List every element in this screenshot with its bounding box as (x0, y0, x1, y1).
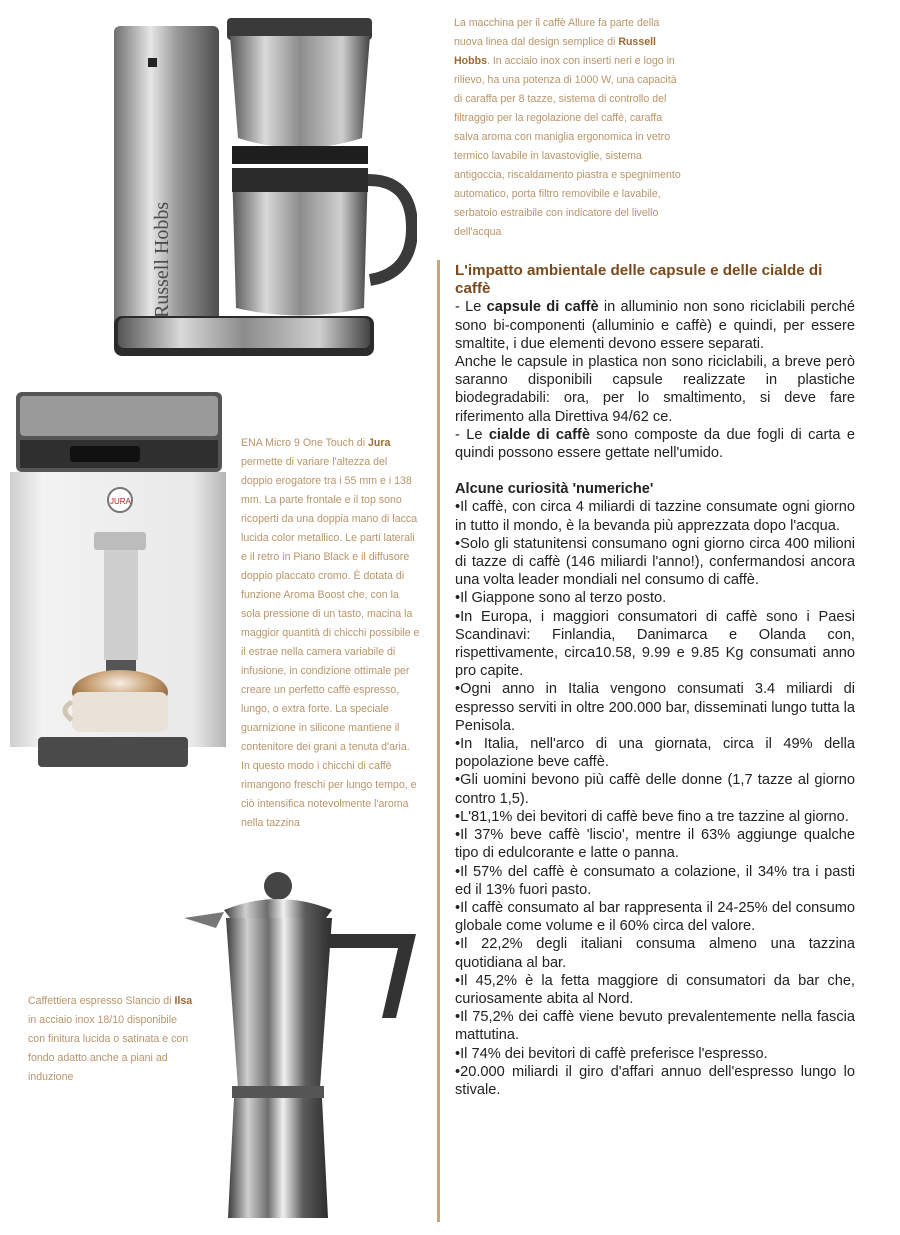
paragraph-text: in alluminio non sono riciclabili perché sono bi-componenti (alluminio e caffè) e quindi, per essere smaltite, i due elementi devono essere separati. (455, 299, 855, 352)
fact-item: • In Italia, nell'arco di una giornata, circa il 49% della popolazione beve caffè. (455, 735, 855, 771)
paragraph-bold: cialde di caffè (488, 426, 590, 443)
caption-text: in acciaio inox 18/10 disponibile con finitura lucida o satinata e con fondo adatto anche a piani ad induzione (28, 1014, 189, 1083)
curiosities-list (455, 498, 855, 1099)
fact-item: • Il 22,2% degli italiani consuma almeno una tazzina quotidiana al bar. (455, 935, 855, 971)
article-column (455, 262, 855, 1099)
paragraph-text: - Le (455, 299, 487, 316)
fact-item: • Il 75,2% dei caffè viene bevuto prevalentemente nella fascia mattutina. (455, 1008, 855, 1044)
caption-text: permette di variare l'altezza del doppio erogatore tra i 55 mm e i 138 mm. La parte frontale e il top sono ricoperti da una doppia mano di lacca lucida color metallico. Le parti laterali e il retro in Piano Black e il diffusore doppio placcato cromo. È dotata di funzione Aroma Boost che, con la sola pressione di un tasto, macina la maggior quantità di chicchi possibile e il estrae nella camera variabile di infusione, in condizione ottimale per creare un perfetto caffè espresso, lungo, o extra forte. La speciale guarnizione in silicone mantiene il contenitore dei grani a tenuta d'aria. In questo modo i chicchi di caffè rimangono freschi per lungo tempo, e ciò intensifica notevolmente l'aroma nella tazzina (241, 456, 420, 829)
caption-brand: Ilsa (174, 995, 193, 1007)
fact-item: • Ogni anno in Italia vengono consumati 3.4 miliardi di espresso serviti in oltre 200.000 bar, disseminati lungo tutta la Penisola. (455, 680, 855, 735)
fact-item: • 20.000 miliardi il giro d'affari annuo dell'espresso lungo lo stivale. (455, 1063, 855, 1099)
section-gap (455, 462, 855, 480)
caption-text: Caffettiera espresso Slancio di (28, 995, 175, 1007)
column-divider (437, 260, 440, 1222)
fact-item: • Il 57% del caffè è consumato a colazione, il 34% tra i pasti ed il 13% fuori pasto. (455, 863, 855, 899)
paragraph-text: sono composte da due fogli di carta e quindi possono essere gettate nell'umido. (455, 426, 855, 462)
paragraph-text: - Le (455, 426, 489, 443)
fact-item: • Il caffè consumato al bar rappresenta il 24-25% del consumo globale come volume e il 60% circa del valore. (455, 899, 855, 935)
plastic-capsule-paragraph: Anche le capsule in plastica non sono riciclabili, a breve però saranno disponibili capsule realizzate in plastiche biodegradabili: ora, per lo smaltimento, si deve fare riferimento alla Direttiva 94/62 ce. (455, 354, 855, 425)
jura-espresso-machine-image (8, 392, 228, 777)
fact-item: • Il 45,2% è la fetta maggiore di consumatori da bar che, curiosamente abita al Nord. (455, 972, 855, 1008)
pods-paragraph (455, 426, 855, 462)
fact-item: • In Europa, i maggiori consumatori di caffè sono i Paesi Scandinavi: Finlandia, Danimarca e Olanda con, rispettivamente, circa10.58, 9.99 e 9.85 Kg consumati anno pro capite. (455, 608, 855, 681)
ilsa-caption (28, 992, 193, 1087)
caption-brand: Russell Hobbs (454, 36, 656, 67)
russell-hobbs-logo: Russell Hobbs (151, 201, 173, 318)
jura-logo: JURA (110, 497, 131, 506)
caption-text: . In acciaio inox con inserti neri e logo in rilievo, ha una potenza di 1000 W, una capacità di caraffa per 8 tazze, sistema di controllo del filtraggio per la regolazione del caffè, caraffa salva aroma con maniglia ergonomica in vetro termico lavabile in lavastoviglie, sistema antigoccia, riscaldamento piastra e spegnimento automatico, porta filtro removibile e lavabile, serbatoio estraibile con indicatore del livello dell'acqua (454, 55, 681, 238)
jura-caption (241, 434, 421, 833)
russell-hobbs-caption (454, 14, 682, 242)
caption-text: ENA Micro 9 One Touch di (241, 437, 368, 449)
fact-item: • Gli uomini bevono più caffè delle donne (1,7 tazze al giorno contro 1,5). (455, 771, 855, 807)
caption-brand: Jura (368, 437, 391, 449)
curiosities-heading: Alcune curiosità 'numeriche' (455, 481, 654, 498)
capsule-paragraph (455, 298, 855, 353)
fact-item: • Il 74% dei bevitori di caffè preferisce l'espresso. (455, 1045, 855, 1063)
fact-item: • Il caffè, con circa 4 miliardi di tazzine consumate ogni giorno in tutto il mondo, è la bevanda più apprezzata dopo l'acqua. (455, 498, 855, 534)
caption-text: La macchina per il caffè Allure fa parte della nuova linea dal design semplice di (454, 17, 660, 48)
russell-hobbs-coffee-maker-image (112, 18, 417, 363)
paragraph-bold: capsule di caffè (486, 299, 599, 316)
ilsa-moka-pot-image (176, 868, 424, 1223)
fact-item: • Il Giappone sono al terzo posto. (455, 589, 855, 607)
fact-item: • Solo gli statunitensi consumano ogni giorno circa 400 milioni di tazze di caffè (146 miliardi l'anno!), confermandosi ancora una volta leader mondiali nel consumo di caffè. (455, 535, 855, 590)
fact-item: • Il 37% beve caffè 'liscio', mentre il 63% aggiunge qualche tipo di edulcorante e latte o panna. (455, 826, 855, 862)
article-heading: L'impatto ambientale delle capsule e delle cialde di caffè (455, 262, 823, 298)
fact-item: • L'81,1% dei bevitori di caffè beve fino a tre tazzine al giorno. (455, 808, 855, 826)
